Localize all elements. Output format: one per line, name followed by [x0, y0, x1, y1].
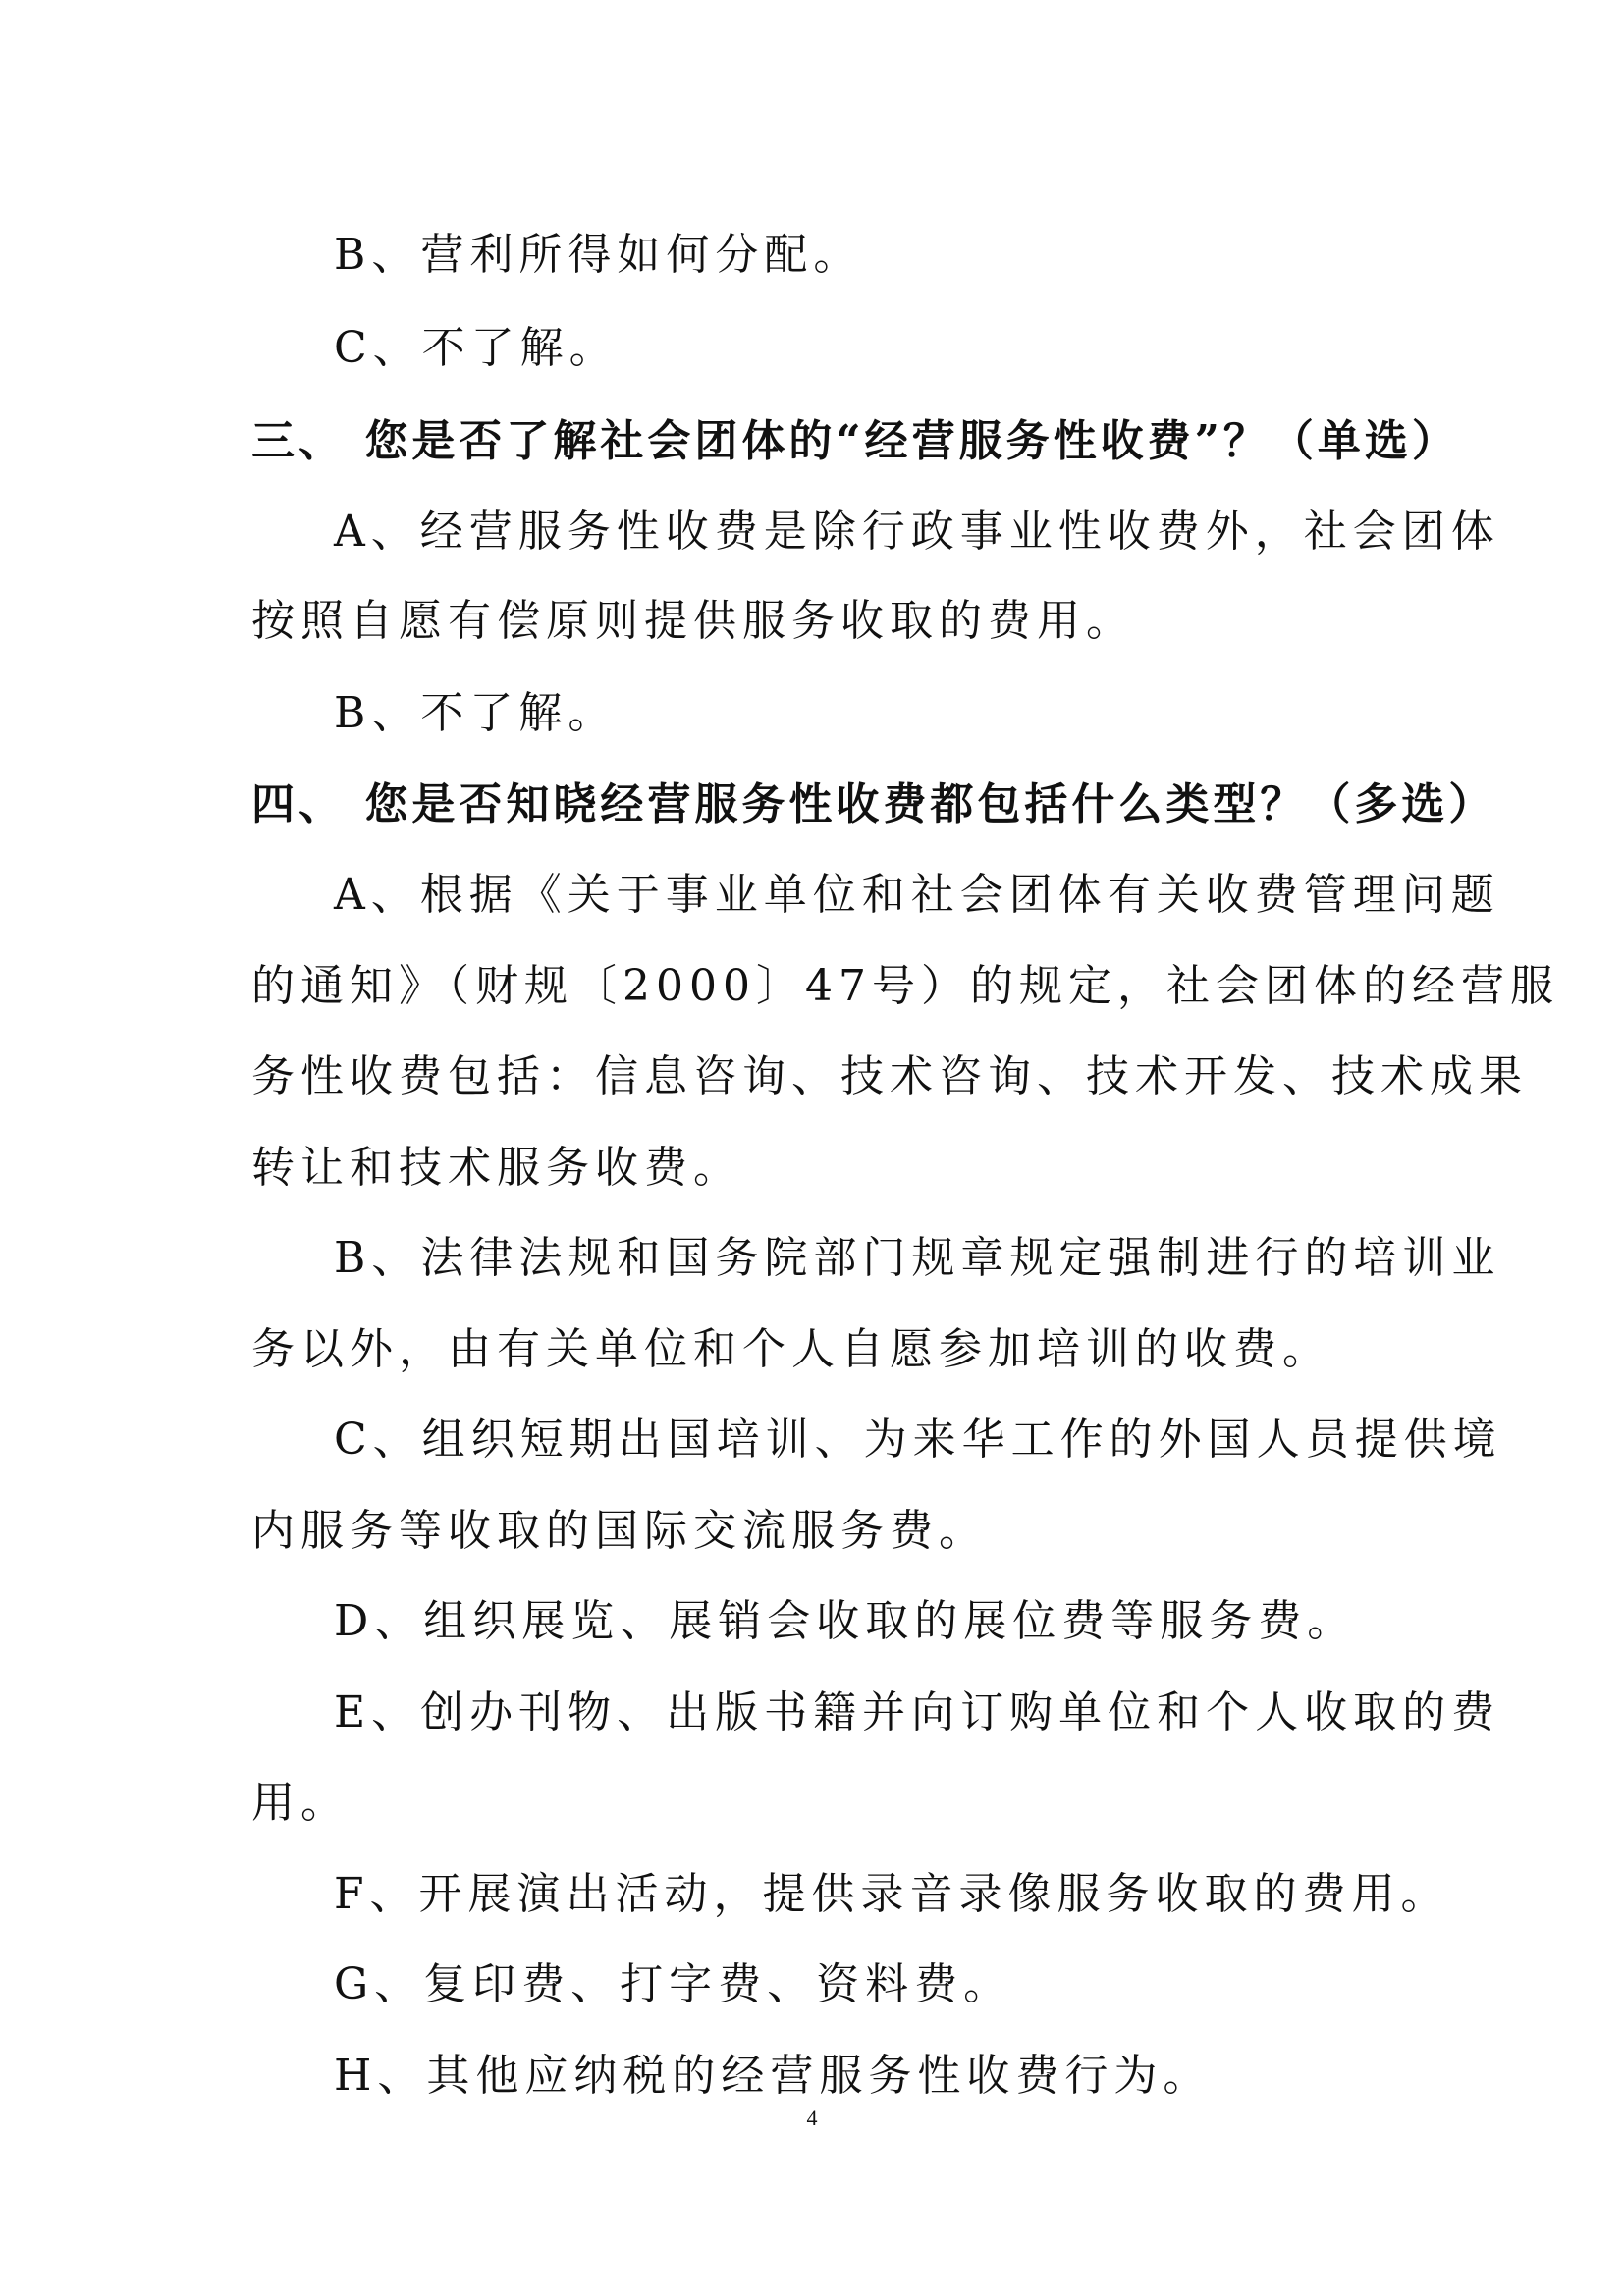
- q4-option-e-line-1: E、创办刊物、出版书籍并向订购单位和个人收取的费: [334, 1687, 1501, 1737]
- q3-option-a-line-1: A、经营服务性收费是除行政事业性收费外，社会团体: [334, 507, 1500, 557]
- q4-option-f-line: F、开展演出活动，提供录音录像服务收取的费用。: [334, 1869, 1450, 1919]
- q4-option-h-line: H、其他应纳税的经营服务性收费行为。: [334, 2051, 1213, 2101]
- question-4-heading: 四、 您是否知晓经营服务性收费都包括什么类型？（多选）: [251, 779, 1496, 829]
- q4-option-c-line-2: 内服务等收取的国际交流服务费。: [251, 1506, 988, 1556]
- q4-option-b-line-1: B、法律法规和国务院部门规章规定强制进行的培训业: [334, 1233, 1501, 1283]
- q4-option-c-line-1: C、组织短期出国培训、为来华工作的外国人员提供境: [334, 1415, 1502, 1465]
- q4-option-a-line-1: A、根据《关于事业单位和社会团体有关收费管理问题: [334, 870, 1500, 920]
- q3-option-b-line: B、不了解。: [334, 688, 618, 738]
- q4-option-a-line-4: 转让和技术服务收费。: [251, 1143, 742, 1193]
- q4-option-a-line-3: 务性收费包括：信息咨询、技术咨询、技术开发、技术成果: [251, 1051, 1528, 1101]
- option-b-line: B、营利所得如何分配。: [334, 230, 863, 280]
- q4-option-a-line-2: 的通知》（财规〔2000〕47号）的规定，社会团体的经营服: [251, 961, 1559, 1011]
- page-number: 4: [806, 2106, 818, 2130]
- q4-option-e-line-2: 用。: [251, 1778, 350, 1828]
- q4-option-g-line: G、复印费、打字费、资料费。: [334, 1959, 1013, 2009]
- question-3-heading: 三、 您是否了解社会团体的“经营服务性收费”？（单选）: [251, 416, 1459, 466]
- q3-option-a-line-2: 按照自愿有偿原则提供服务收取的费用。: [251, 596, 1135, 646]
- option-c-line: C、不了解。: [334, 323, 619, 373]
- q4-option-b-line-2: 务以外，由有关单位和个人自愿参加培训的收费。: [251, 1324, 1331, 1374]
- q4-option-d-line: D、组织展览、展销会收取的展位费等服务费。: [334, 1596, 1357, 1646]
